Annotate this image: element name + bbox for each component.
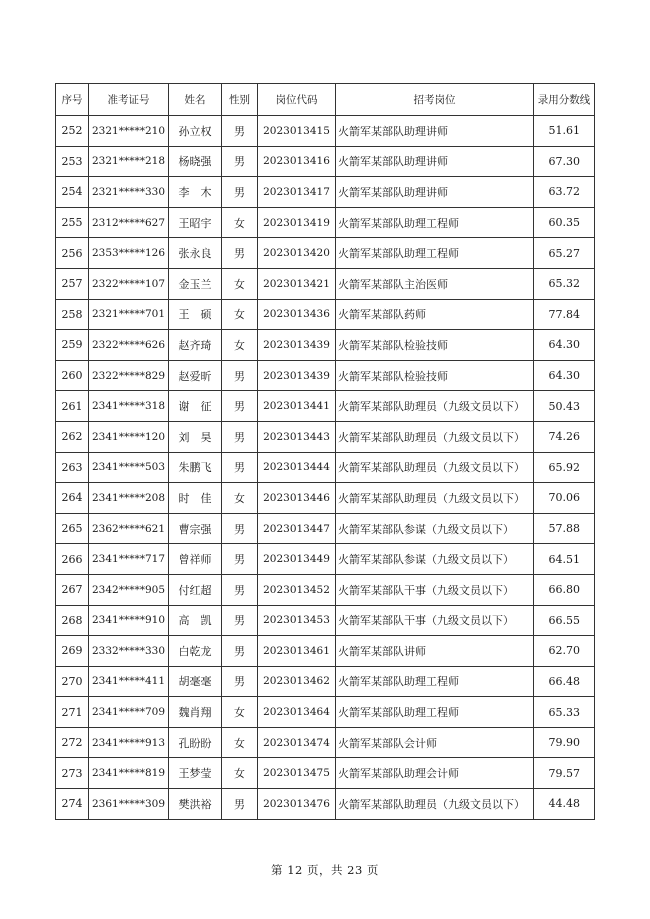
cell-name: 金玉兰 <box>169 268 222 299</box>
table-row <box>56 360 595 391</box>
cell-position-code: 2023013439 <box>258 360 336 391</box>
cell-position: 火箭军某部队讲师 <box>336 636 534 667</box>
table-row <box>56 299 595 330</box>
cell-serial: 272 <box>56 727 89 758</box>
cell-serial: 255 <box>56 207 89 238</box>
cell-serial: 257 <box>56 268 89 299</box>
cell-position-code: 2023013439 <box>258 330 336 361</box>
cell-score: 50.43 <box>534 391 595 422</box>
cell-gender: 男 <box>222 452 258 483</box>
cell-serial: 253 <box>56 146 89 177</box>
cell-gender: 男 <box>222 146 258 177</box>
cell-score: 66.80 <box>534 574 595 605</box>
cell-name: 樊洪裕 <box>169 789 222 820</box>
cell-exam-id: 2321*****210 <box>89 116 169 147</box>
cell-exam-id: 2312*****627 <box>89 207 169 238</box>
table-row <box>56 238 595 269</box>
cell-serial: 261 <box>56 391 89 422</box>
table-row <box>56 605 595 636</box>
cell-exam-id: 2341*****910 <box>89 605 169 636</box>
cell-name: 魏肖翔 <box>169 697 222 728</box>
cell-exam-id: 2321*****218 <box>89 146 169 177</box>
cell-name: 时 佳 <box>169 483 222 514</box>
table-row <box>56 574 595 605</box>
cell-serial: 266 <box>56 544 89 575</box>
cell-position: 火箭军某部队助理工程师 <box>336 238 534 269</box>
cell-position: 火箭军某部队检验技师 <box>336 330 534 361</box>
cell-name: 赵爱昕 <box>169 360 222 391</box>
cell-serial: 267 <box>56 574 89 605</box>
cell-position-code: 2023013476 <box>258 789 336 820</box>
cell-position-code: 2023013462 <box>258 666 336 697</box>
cell-score: 63.72 <box>534 177 595 208</box>
cell-position-code: 2023013446 <box>258 483 336 514</box>
cell-name: 李 木 <box>169 177 222 208</box>
cell-position: 火箭军某部队助理员（九级文员以下） <box>336 483 534 514</box>
cell-serial: 256 <box>56 238 89 269</box>
cell-position: 火箭军某部队助理工程师 <box>336 207 534 238</box>
cell-score: 62.70 <box>534 636 595 667</box>
cell-score: 77.84 <box>534 299 595 330</box>
cell-position-code: 2023013441 <box>258 391 336 422</box>
table-row <box>56 483 595 514</box>
cell-name: 王昭宇 <box>169 207 222 238</box>
cell-exam-id: 2342*****905 <box>89 574 169 605</box>
cell-gender: 女 <box>222 758 258 789</box>
cell-name: 曹宗强 <box>169 513 222 544</box>
cell-name: 张永良 <box>169 238 222 269</box>
cell-exam-id: 2322*****829 <box>89 360 169 391</box>
cell-position-code: 2023013420 <box>258 238 336 269</box>
cell-exam-id: 2341*****318 <box>89 391 169 422</box>
cell-position: 火箭军某部队助理讲师 <box>336 177 534 208</box>
table-row <box>56 758 595 789</box>
cell-serial: 260 <box>56 360 89 391</box>
header-gender: 性别 <box>222 84 258 116</box>
cell-serial: 273 <box>56 758 89 789</box>
cell-gender: 男 <box>222 574 258 605</box>
cell-exam-id: 2341*****411 <box>89 666 169 697</box>
cell-exam-id: 2361*****309 <box>89 789 169 820</box>
cell-exam-id: 2341*****503 <box>89 452 169 483</box>
header-name: 姓名 <box>169 84 222 116</box>
cell-score: 65.92 <box>534 452 595 483</box>
cell-serial: 269 <box>56 636 89 667</box>
cell-gender: 男 <box>222 544 258 575</box>
cell-serial: 258 <box>56 299 89 330</box>
cell-serial: 268 <box>56 605 89 636</box>
table-row <box>56 727 595 758</box>
cell-position-code: 2023013452 <box>258 574 336 605</box>
cell-gender: 女 <box>222 483 258 514</box>
cell-gender: 女 <box>222 207 258 238</box>
cell-name: 曾祥师 <box>169 544 222 575</box>
table-row <box>56 697 595 728</box>
cell-exam-id: 2321*****330 <box>89 177 169 208</box>
cell-exam-id: 2322*****626 <box>89 330 169 361</box>
table-row <box>56 544 595 575</box>
cell-score: 64.30 <box>534 330 595 361</box>
header-position: 招考岗位 <box>336 84 534 116</box>
cell-exam-id: 2341*****208 <box>89 483 169 514</box>
cell-score: 44.48 <box>534 789 595 820</box>
cell-position: 火箭军某部队主治医师 <box>336 268 534 299</box>
cell-name: 王 硕 <box>169 299 222 330</box>
cell-position-code: 2023013415 <box>258 116 336 147</box>
cell-exam-id: 2341*****717 <box>89 544 169 575</box>
cell-name: 赵齐琦 <box>169 330 222 361</box>
cell-position: 火箭军某部队助理工程师 <box>336 697 534 728</box>
cell-exam-id: 2341*****709 <box>89 697 169 728</box>
results-table-container <box>55 83 594 820</box>
cell-gender: 女 <box>222 727 258 758</box>
cell-gender: 女 <box>222 299 258 330</box>
cell-position: 火箭军某部队助理员（九级文员以下） <box>336 391 534 422</box>
cell-score: 65.32 <box>534 268 595 299</box>
cell-position: 火箭军某部队助理工程师 <box>336 666 534 697</box>
table-row <box>56 268 595 299</box>
cell-position-code: 2023013443 <box>258 421 336 452</box>
cell-gender: 男 <box>222 116 258 147</box>
cell-score: 64.30 <box>534 360 595 391</box>
table-row <box>56 146 595 177</box>
table-row <box>56 177 595 208</box>
header-serial: 序号 <box>56 84 89 116</box>
cell-gender: 男 <box>222 391 258 422</box>
cell-position-code: 2023013449 <box>258 544 336 575</box>
cell-position: 火箭军某部队助理讲师 <box>336 116 534 147</box>
cell-exam-id: 2332*****330 <box>89 636 169 667</box>
table-row <box>56 116 595 147</box>
cell-name: 高 凯 <box>169 605 222 636</box>
cell-score: 65.33 <box>534 697 595 728</box>
cell-serial: 259 <box>56 330 89 361</box>
cell-serial: 252 <box>56 116 89 147</box>
cell-gender: 男 <box>222 421 258 452</box>
cell-score: 57.88 <box>534 513 595 544</box>
cell-name: 孙立权 <box>169 116 222 147</box>
cell-position-code: 2023013436 <box>258 299 336 330</box>
table-header-row <box>56 84 595 116</box>
cell-exam-id: 2321*****701 <box>89 299 169 330</box>
cell-position-code: 2023013421 <box>258 268 336 299</box>
cell-position-code: 2023013444 <box>258 452 336 483</box>
page-footer: 第 12 页，共 23 页 <box>271 863 379 877</box>
cell-score: 66.48 <box>534 666 595 697</box>
cell-score: 65.27 <box>534 238 595 269</box>
cell-score: 51.61 <box>534 116 595 147</box>
cell-exam-id: 2341*****819 <box>89 758 169 789</box>
header-position-code: 岗位代码 <box>258 84 336 116</box>
cell-score: 66.55 <box>534 605 595 636</box>
table-row <box>56 391 595 422</box>
cell-position-code: 2023013447 <box>258 513 336 544</box>
cell-position: 火箭军某部队干事（九级文员以下） <box>336 605 534 636</box>
table-row <box>56 513 595 544</box>
cell-serial: 270 <box>56 666 89 697</box>
cell-serial: 265 <box>56 513 89 544</box>
cell-position: 火箭军某部队检验技师 <box>336 360 534 391</box>
cell-gender: 男 <box>222 513 258 544</box>
cell-gender: 男 <box>222 666 258 697</box>
cell-score: 79.90 <box>534 727 595 758</box>
cell-name: 孔盼盼 <box>169 727 222 758</box>
cell-position: 火箭军某部队参谋（九级文员以下） <box>336 544 534 575</box>
cell-score: 64.51 <box>534 544 595 575</box>
cell-position-code: 2023013461 <box>258 636 336 667</box>
cell-gender: 男 <box>222 789 258 820</box>
cell-position: 火箭军某部队干事（九级文员以下） <box>336 574 534 605</box>
cell-position-code: 2023013474 <box>258 727 336 758</box>
cell-score: 79.57 <box>534 758 595 789</box>
cell-position-code: 2023013475 <box>258 758 336 789</box>
cell-position: 火箭军某部队参谋（九级文员以下） <box>336 513 534 544</box>
cell-serial: 254 <box>56 177 89 208</box>
cell-score: 67.30 <box>534 146 595 177</box>
header-exam-id: 准考证号 <box>89 84 169 116</box>
cell-serial: 263 <box>56 452 89 483</box>
cell-gender: 男 <box>222 177 258 208</box>
cell-position: 火箭军某部队药师 <box>336 299 534 330</box>
cell-serial: 274 <box>56 789 89 820</box>
cell-serial: 262 <box>56 421 89 452</box>
table-row <box>56 636 595 667</box>
cell-gender: 女 <box>222 697 258 728</box>
cell-name: 刘 昊 <box>169 421 222 452</box>
table-body <box>56 116 595 820</box>
cell-position: 火箭军某部队助理员（九级文员以下） <box>336 789 534 820</box>
cell-gender: 女 <box>222 268 258 299</box>
cell-name: 朱鹏飞 <box>169 452 222 483</box>
cell-gender: 男 <box>222 605 258 636</box>
cell-score: 74.26 <box>534 421 595 452</box>
cell-gender: 男 <box>222 636 258 667</box>
cell-name: 杨晓强 <box>169 146 222 177</box>
cell-exam-id: 2341*****913 <box>89 727 169 758</box>
cell-name: 白乾龙 <box>169 636 222 667</box>
cell-gender: 男 <box>222 238 258 269</box>
cell-position: 火箭军某部队助理会计师 <box>336 758 534 789</box>
cell-gender: 女 <box>222 330 258 361</box>
cell-gender: 男 <box>222 360 258 391</box>
cell-position: 火箭军某部队会计师 <box>336 727 534 758</box>
cell-position-code: 2023013417 <box>258 177 336 208</box>
cell-score: 70.06 <box>534 483 595 514</box>
cell-exam-id: 2362*****621 <box>89 513 169 544</box>
cell-name: 王梦莹 <box>169 758 222 789</box>
cell-position: 火箭军某部队助理员（九级文员以下） <box>336 452 534 483</box>
cell-position: 火箭军某部队助理讲师 <box>336 146 534 177</box>
table-row <box>56 207 595 238</box>
cell-exam-id: 2322*****107 <box>89 268 169 299</box>
cell-exam-id: 2353*****126 <box>89 238 169 269</box>
cell-exam-id: 2341*****120 <box>89 421 169 452</box>
cell-position-code: 2023013419 <box>258 207 336 238</box>
table-row <box>56 666 595 697</box>
cell-position-code: 2023013416 <box>258 146 336 177</box>
cell-serial: 264 <box>56 483 89 514</box>
table-row <box>56 452 595 483</box>
results-table <box>55 83 595 820</box>
cell-score: 60.35 <box>534 207 595 238</box>
table-row <box>56 421 595 452</box>
header-score: 录用分数线 <box>534 84 595 116</box>
cell-name: 谢 征 <box>169 391 222 422</box>
cell-name: 付红超 <box>169 574 222 605</box>
cell-serial: 271 <box>56 697 89 728</box>
table-row <box>56 330 595 361</box>
cell-position-code: 2023013453 <box>258 605 336 636</box>
table-row <box>56 789 595 820</box>
cell-position: 火箭军某部队助理员（九级文员以下） <box>336 421 534 452</box>
cell-position-code: 2023013464 <box>258 697 336 728</box>
cell-name: 胡毫毫 <box>169 666 222 697</box>
